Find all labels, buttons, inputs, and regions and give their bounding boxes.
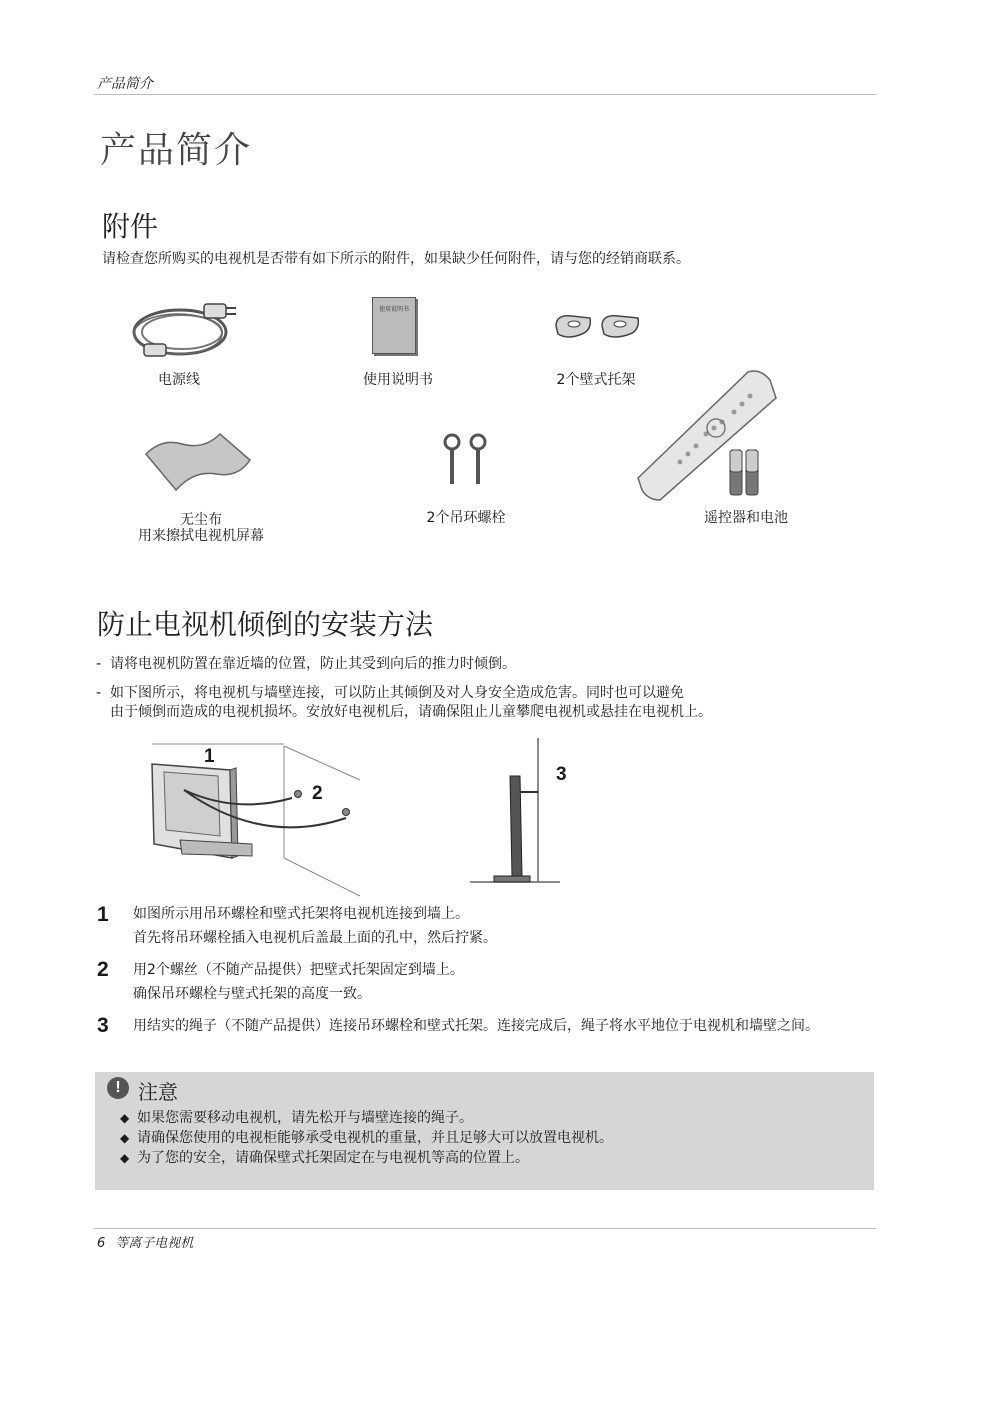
step-line: 用2个螺丝（不随产品提供）把壁式托架固定到墙上。	[133, 962, 464, 978]
install-bullet	[96, 684, 712, 722]
note-item	[120, 1127, 613, 1147]
note-item-text: 如果您需要移动电视机，请先松开与墙壁连接的绳子。	[137, 1110, 473, 1126]
accessory-sublabel-cloth: 用来擦拭电视机屏幕	[138, 528, 264, 544]
install-bullet	[96, 655, 516, 674]
accessory-label-remote: 遥控器和电池	[704, 510, 788, 526]
accessory-label-power-cord: 电源线	[158, 372, 200, 388]
page-title: 产品简介	[100, 130, 253, 171]
step-line: 用结实的绳子（不随产品提供）连接吊环螺栓和壁式托架。连接完成后，绳子将水平地位于电视机和墙壁之间。	[133, 1018, 819, 1034]
warning-icon: !	[107, 1077, 129, 1099]
accessory-label-wall-bracket: 2个壁式托架	[556, 372, 636, 388]
note-title: 注意	[138, 1080, 178, 1104]
diagram-callout-1: 1	[204, 746, 215, 767]
header-rule	[94, 94, 876, 95]
footer-rule	[94, 1228, 876, 1229]
step-number: 3	[97, 1014, 109, 1037]
step-number: 1	[97, 903, 109, 926]
tv-rear-diagram	[140, 740, 366, 898]
running-header: 产品简介	[97, 76, 153, 92]
cloth-icon	[142, 432, 256, 494]
step-line: 首先将吊环螺栓插入电视机后盖最上面的孔中，然后拧紧。	[133, 930, 497, 946]
manual-icon	[372, 297, 416, 354]
accessory-label-manual: 使用说明书	[363, 372, 433, 388]
bullet-dash: -	[96, 656, 102, 672]
note-item	[120, 1107, 473, 1127]
bullet-text: 请将电视机防置在靠近墙的位置，防止其受到向后的推力时倾倒。	[110, 656, 516, 672]
diamond-bullet-icon: ◆	[120, 1151, 130, 1165]
wall-bracket-icon	[552, 310, 642, 342]
page-number: 6	[97, 1236, 106, 1251]
step-text	[133, 958, 464, 1006]
accessories-intro: 请检查您所购买的电视机是否带有如下所示的附件，如果缺少任何附件，请与您的经销商联系。	[102, 251, 690, 267]
install-title: 防止电视机倾倒的安装方法	[97, 608, 434, 641]
eye-bolt-icon	[442, 432, 490, 488]
accessories-title: 附件	[102, 210, 159, 243]
note-item-text: 为了您的安全，请确保壁式托架固定在与电视机等高的位置上。	[137, 1150, 529, 1166]
note-item-text: 请确保您使用的电视柜能够承受电视机的重量，并且足够大可以放置电视机。	[137, 1130, 613, 1146]
diagram-callout-2: 2	[312, 783, 323, 804]
diagram-callout-3: 3	[556, 764, 567, 785]
manual-cover-text: 使用说明书	[378, 306, 409, 313]
step-text	[133, 1014, 819, 1038]
running-footer	[97, 1232, 203, 1251]
bullet-text: 如下图所示，将电视机与墙壁连接，可以防止其倾倒及对人身安全造成危害。同时也可以避免	[110, 685, 684, 701]
power-cord-icon	[128, 296, 243, 364]
bullet-text: 由于倾倒而造成的电视机损坏。安放好电视机后，请确保阻止儿童攀爬电视机或悬挂在电视机上。	[110, 704, 712, 720]
bullet-dash: -	[96, 685, 102, 701]
step-line: 如图所示用吊环螺栓和壁式托架将电视机连接到墙上。	[133, 906, 469, 922]
step-number: 2	[97, 958, 109, 981]
remote-icon	[636, 368, 782, 502]
product-name: 等离子电视机	[115, 1236, 194, 1251]
step-line: 确保吊环螺栓与壁式托架的高度一致。	[133, 986, 371, 1002]
note-item	[120, 1147, 529, 1167]
accessory-label-cloth: 无尘布	[180, 512, 222, 528]
diamond-bullet-icon: ◆	[120, 1131, 130, 1145]
accessory-label-eye-bolt: 2个吊环螺栓	[426, 510, 506, 526]
diamond-bullet-icon: ◆	[120, 1111, 130, 1125]
tv-side-diagram	[460, 736, 564, 886]
step-text	[133, 902, 497, 950]
